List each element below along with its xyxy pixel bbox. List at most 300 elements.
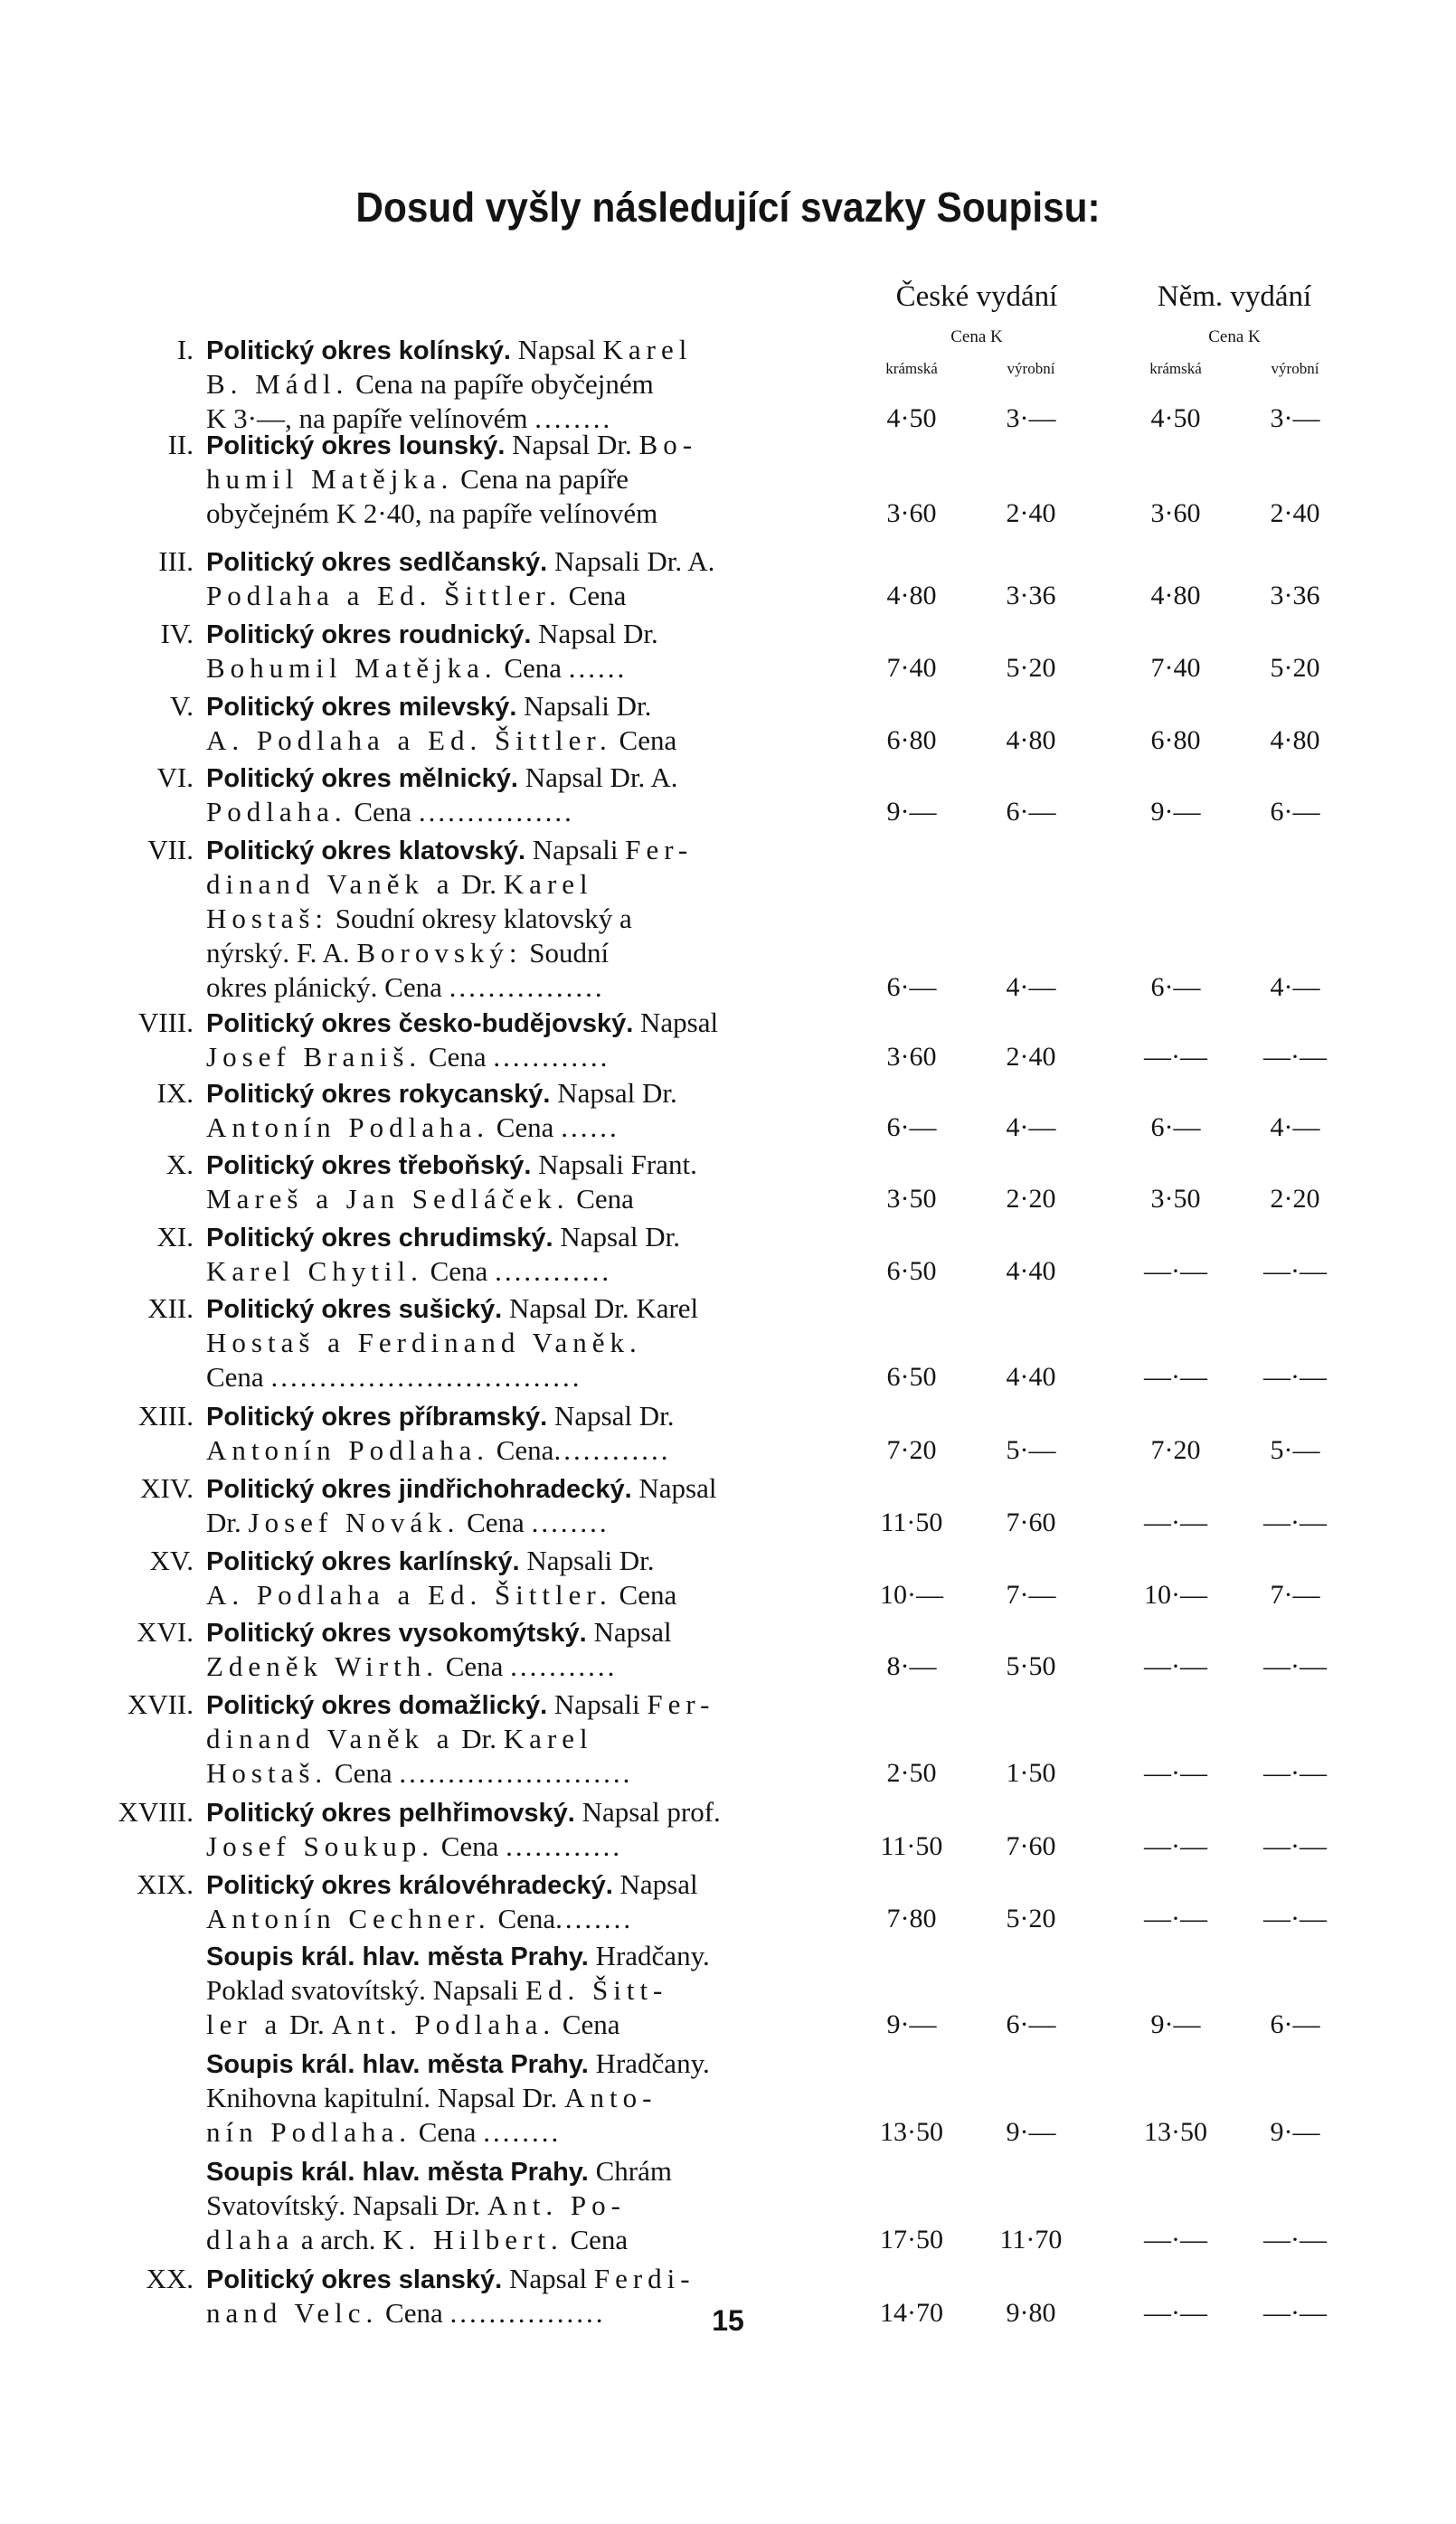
- description-line: [206, 1111, 839, 1145]
- entry-text: Cena na papíře obyčejném: [348, 368, 654, 400]
- volume-number: I.: [176, 334, 194, 365]
- price-czech-production: 4·40: [1006, 1362, 1056, 1392]
- description-line: [206, 1220, 839, 1254]
- price-german-production: 7·—: [1270, 1580, 1320, 1610]
- description-line: [206, 1902, 839, 1936]
- description-line: [206, 689, 839, 723]
- author-name: Podlaha.: [206, 796, 347, 827]
- author-name: Ant. Podlaha.: [331, 2009, 556, 2040]
- german-price-label: Cena K: [1208, 327, 1261, 346]
- page-title: Dosud vyšly následující svazky Soupisu:: [355, 184, 1101, 231]
- entry-text: Napsal: [631, 1472, 717, 1504]
- author-name: Mareš a Jan Sedláček.: [206, 1183, 570, 1215]
- description-line: [206, 544, 839, 579]
- price-german-shop: 3·50: [1150, 1184, 1201, 1214]
- czech-production-column-header: výrobní: [1007, 360, 1055, 377]
- description-line: [206, 1756, 839, 1791]
- volume-description: [206, 617, 839, 685]
- price-czech-shop: 7·80: [886, 1904, 937, 1933]
- description-line: [206, 1433, 839, 1468]
- description-line: [206, 1326, 839, 1360]
- price-german-production: —·—: [1263, 1904, 1327, 1933]
- author-name: Anto-: [564, 2082, 657, 2113]
- entry-text: Napsali Dr. A.: [547, 545, 715, 577]
- volume-description: [206, 1148, 839, 1216]
- price-czech-production: 9·80: [1006, 2298, 1056, 2328]
- volume-title: Politický okres vysokomýtský.: [206, 1619, 587, 1648]
- description-line: [206, 333, 839, 367]
- author-name: Fer-: [647, 1688, 715, 1720]
- volume-title: Politický okres česko-budějovský.: [206, 1009, 634, 1038]
- czech-edition-header: České vydání: [895, 280, 1058, 313]
- german-shop-column-header: krámská: [1149, 360, 1202, 377]
- price-czech-production: 7·60: [1006, 1508, 1056, 1537]
- author-name: Ant. Po-: [487, 2189, 626, 2221]
- description-line: [206, 1939, 839, 1973]
- description-line: [206, 1506, 839, 1540]
- volume-number: XIX.: [137, 1868, 194, 1900]
- entry-text: Cena na papíře: [453, 463, 629, 495]
- price-german-shop: —·—: [1144, 1651, 1207, 1681]
- volume-number: II.: [167, 429, 194, 460]
- price-czech-shop: 4·50: [886, 403, 937, 433]
- leader-dots: ........: [555, 1903, 634, 1934]
- price-german-shop: 7·40: [1150, 653, 1201, 683]
- volume-title: Politický okres domažlický.: [206, 1691, 548, 1720]
- price-german-shop: 9·—: [1150, 797, 1201, 827]
- author-name: dlaha: [206, 2224, 295, 2255]
- price-czech-shop: 8·—: [886, 1651, 937, 1681]
- entry-text: a arch.: [294, 2224, 383, 2255]
- leader-dots: ................: [449, 971, 605, 1003]
- author-name: dinand Vaněk a: [206, 1723, 455, 1754]
- entry-text: Hradčany.: [588, 2047, 710, 2079]
- entry-text: Napsali: [525, 834, 626, 865]
- volume-title: Politický okres třeboňský.: [206, 1151, 532, 1180]
- entry-text: Hradčany.: [588, 1940, 710, 1971]
- price-german-production: 2·40: [1270, 498, 1320, 528]
- price-german-shop: —·—: [1144, 1758, 1207, 1788]
- entry-text: Svatovítský. Napsali Dr.: [206, 2189, 487, 2221]
- price-german-shop: 9·—: [1150, 2009, 1201, 2039]
- description-line: [206, 2262, 839, 2296]
- description-line: [206, 1973, 839, 2008]
- leader-dots: ................: [418, 796, 574, 827]
- entry-text: Cena: [561, 580, 627, 611]
- entry-text: Dr.: [454, 868, 504, 900]
- price-german-production: 2·20: [1270, 1184, 1320, 1214]
- entry-text: Napsali Frant.: [531, 1149, 697, 1180]
- volume-number: V.: [169, 690, 194, 722]
- price-czech-shop: 10·—: [880, 1580, 943, 1610]
- price-german-shop: 6·80: [1150, 725, 1201, 755]
- entry-text: Napsal: [633, 1007, 719, 1038]
- author-name: Ed. Šitt-: [525, 1974, 668, 2006]
- entry-text: obyčejném K 2·40, na papíře velínovém: [206, 497, 658, 529]
- entry-text: Napsal Dr.: [547, 1400, 675, 1432]
- description-line: [206, 1006, 839, 1040]
- entry-text: Knihovna kapitulní. Napsal Dr.: [206, 2082, 565, 2113]
- volume-description: [206, 544, 839, 613]
- volume-title: Politický okres sušický.: [206, 1295, 503, 1324]
- author-name: Antonín Podlaha.: [206, 1111, 489, 1143]
- author-name: Josef Braniš.: [206, 1041, 422, 1073]
- entry-text: Cena: [489, 1434, 554, 1466]
- entry-text: Cena: [327, 1757, 400, 1789]
- entry-text: Cena: [206, 1361, 271, 1393]
- price-german-production: 5·20: [1270, 653, 1320, 683]
- price-german-shop: 13·50: [1144, 2117, 1207, 2147]
- description-line: [206, 1148, 839, 1182]
- description-line: [206, 723, 839, 758]
- entry-text: Cena: [346, 796, 419, 827]
- price-czech-shop: 3·60: [886, 1042, 937, 1072]
- price-czech-shop: 6·—: [886, 1112, 937, 1142]
- description-line: [206, 1076, 839, 1111]
- volume-title: Politický okres pelhřimovský.: [206, 1799, 575, 1828]
- description-line: [206, 1544, 839, 1578]
- description-line: [206, 1291, 839, 1326]
- entry-text: okres plánický. Cena: [206, 971, 449, 1003]
- volume-number: III.: [158, 545, 194, 577]
- price-czech-production: 6·—: [1006, 2009, 1056, 2039]
- price-czech-shop: 9·—: [886, 797, 937, 827]
- price-german-shop: 10·—: [1144, 1580, 1207, 1610]
- entry-text: Cena: [459, 1507, 532, 1538]
- description-line: [206, 1867, 839, 1902]
- entry-text: Napsal: [612, 1868, 698, 1900]
- volume-description: [206, 428, 839, 531]
- price-german-production: 9·—: [1270, 2117, 1320, 2147]
- price-czech-production: 11·70: [999, 2225, 1063, 2255]
- entry-text: Cena: [569, 1183, 634, 1215]
- description-line: [206, 651, 839, 685]
- price-german-production: —·—: [1263, 2225, 1327, 2255]
- entry-text: Cena: [422, 1255, 496, 1287]
- leader-dots: ...........: [510, 1650, 618, 1682]
- entry-text: Napsali: [547, 1688, 648, 1720]
- price-czech-shop: 6·—: [886, 972, 937, 1002]
- description-line: [206, 795, 839, 829]
- price-czech-shop: 14·70: [880, 2298, 943, 2328]
- volume-number: XII.: [147, 1292, 194, 1324]
- description-line: [206, 2223, 839, 2257]
- volume-description: [206, 1471, 839, 1540]
- author-name: Antonín Podlaha.: [206, 1434, 489, 1466]
- description-line: [206, 1182, 839, 1216]
- price-german-production: 3·—: [1270, 403, 1320, 433]
- price-german-shop: —·—: [1144, 1904, 1207, 1933]
- volume-title: Politický okres roudnický.: [206, 620, 532, 649]
- price-czech-shop: 3·50: [886, 1184, 937, 1214]
- price-czech-production: 2·20: [1006, 1184, 1056, 1214]
- volume-title: Politický okres chrudimský.: [206, 1224, 553, 1253]
- price-czech-shop: 6·80: [886, 725, 937, 755]
- price-german-shop: 7·20: [1150, 1435, 1201, 1465]
- price-czech-shop: 13·50: [880, 2117, 943, 2147]
- volume-title: Politický okres mělnický.: [206, 764, 518, 793]
- volume-number: X.: [165, 1149, 194, 1180]
- price-czech-production: 7·60: [1006, 1831, 1056, 1861]
- author-name: dinand Vaněk a: [206, 868, 455, 900]
- leader-dots: ........: [483, 2116, 562, 2148]
- volume-title: Soupis král. hlav. města Prahy.: [206, 1943, 589, 1971]
- price-german-production: 6·—: [1270, 2009, 1320, 2039]
- entry-text: Napsali Dr.: [519, 1545, 655, 1576]
- description-line: [206, 1722, 839, 1756]
- price-german-shop: —·—: [1144, 1508, 1207, 1537]
- volume-title: Politický okres kolínský.: [206, 336, 511, 365]
- author-name: Fer-: [625, 834, 694, 865]
- entry-text: Cena: [489, 1111, 562, 1143]
- volume-title: Politický okres sedlčanský.: [206, 548, 548, 577]
- entry-text: Soudní: [522, 937, 610, 969]
- leader-dots: ......: [561, 1111, 619, 1143]
- volume-description: [206, 1687, 839, 1791]
- description-line: [206, 970, 839, 1005]
- author-name: Hostaš.: [206, 1757, 328, 1789]
- entry-text: Cena: [433, 1830, 506, 1862]
- description-line: [206, 1040, 839, 1074]
- author-name: ler a: [206, 2009, 283, 2040]
- entry-text: Soudní okresy klatovský a: [328, 903, 632, 934]
- description-line: [206, 902, 839, 936]
- leader-dots: ............: [506, 1830, 623, 1862]
- entry-text: Chrám: [588, 2155, 672, 2187]
- description-line: [206, 367, 839, 402]
- price-german-production: —·—: [1263, 1758, 1327, 1788]
- leader-dots: ........: [531, 1507, 610, 1538]
- entry-text: Cena: [563, 2224, 629, 2255]
- price-czech-shop: 11·50: [880, 1831, 943, 1861]
- volume-title: Politický okres klatovský.: [206, 837, 526, 865]
- leader-dots: ............: [553, 1434, 671, 1466]
- volume-number: IX.: [156, 1077, 194, 1109]
- description-line: [206, 617, 839, 651]
- author-name: Josef Novák.: [248, 1507, 460, 1538]
- price-czech-shop: 3·60: [886, 498, 937, 528]
- volume-title: Politický okres rokycanský.: [206, 1080, 551, 1109]
- description-line: [206, 1578, 839, 1612]
- volume-description: [206, 833, 839, 1005]
- volume-title: Soupis král. hlav. města Prahy.: [206, 2158, 589, 2187]
- price-german-production: 4·—: [1270, 1112, 1320, 1142]
- entry-text: Napsal Dr.: [505, 429, 639, 460]
- price-czech-shop: 7·40: [886, 653, 937, 683]
- price-czech-production: 7·—: [1006, 1580, 1056, 1610]
- entry-text: Cena: [411, 2116, 484, 2148]
- entry-text: Napsal Dr.: [531, 618, 658, 649]
- description-line: [206, 579, 839, 613]
- volume-title: Politický okres slanský.: [206, 2265, 503, 2294]
- price-german-shop: 6·—: [1150, 1112, 1201, 1142]
- description-line: [206, 2115, 839, 2150]
- price-german-shop: 6·—: [1150, 972, 1201, 1002]
- entry-text: Dr.: [206, 1507, 249, 1538]
- entry-text: Cena: [555, 2009, 620, 2040]
- entry-text: Napsal: [510, 334, 603, 365]
- entry-text: nýrský. F. A.: [206, 937, 357, 969]
- volume-description: [206, 1006, 839, 1074]
- price-german-production: —·—: [1263, 1651, 1327, 1681]
- price-czech-production: 5·—: [1006, 1435, 1056, 1465]
- entry-text: Napsal: [502, 2263, 594, 2294]
- volume-title: Soupis král. hlav. města Prahy.: [206, 2050, 589, 2079]
- price-german-production: —·—: [1263, 1256, 1327, 1286]
- price-czech-shop: 11·50: [880, 1508, 943, 1537]
- price-german-production: —·—: [1263, 1042, 1327, 1072]
- leader-dots: ............: [495, 1255, 612, 1287]
- price-czech-production: 4·80: [1006, 725, 1056, 755]
- price-german-shop: —·—: [1144, 2225, 1207, 2255]
- price-german-production: 6·—: [1270, 797, 1320, 827]
- volume-number: XX.: [146, 2263, 194, 2294]
- volume-number: XIV.: [140, 1472, 194, 1504]
- price-czech-shop: 6·50: [886, 1362, 937, 1392]
- volume-number: VIII.: [137, 1007, 194, 1038]
- description-line: [206, 1829, 839, 1864]
- volume-title: Politický okres lounský.: [206, 431, 506, 460]
- description-line: [206, 2081, 839, 2115]
- entry-text: Napsal Dr.: [550, 1077, 677, 1109]
- description-line: [206, 833, 839, 867]
- price-czech-production: 5·50: [1006, 1651, 1056, 1681]
- price-german-shop: —·—: [1144, 1042, 1207, 1072]
- author-name: Bo-: [638, 429, 698, 460]
- author-name: humil Matějka.: [206, 463, 454, 495]
- volume-description: [206, 1615, 839, 1684]
- price-german-production: 3·36: [1270, 581, 1320, 610]
- volume-description: [206, 761, 839, 829]
- volume-description: [206, 1867, 839, 1936]
- price-czech-production: 5·20: [1006, 653, 1056, 683]
- leader-dots: ......: [568, 652, 628, 684]
- author-name: Antonín Cechner.: [206, 1903, 491, 1934]
- price-czech-production: 6·—: [1006, 797, 1056, 827]
- czech-shop-column-header: krámská: [885, 360, 938, 377]
- price-german-shop: —·—: [1144, 1362, 1207, 1392]
- volume-number: XV.: [149, 1545, 194, 1576]
- author-name: A. Podlaha a Ed. Šittler.: [206, 724, 612, 756]
- author-name: Josef Soukup.: [206, 1830, 434, 1862]
- price-german-production: —·—: [1263, 1508, 1327, 1537]
- volume-title: Politický okres královéhradecký.: [206, 1871, 613, 1900]
- description-line: [206, 1471, 839, 1506]
- volume-description: [206, 1544, 839, 1612]
- leader-dots: ............: [493, 1041, 610, 1073]
- price-czech-production: 2·40: [1006, 1042, 1056, 1072]
- volume-description: [206, 1076, 839, 1145]
- entry-text: Napsal Dr.: [553, 1221, 680, 1253]
- price-czech-shop: 17·50: [880, 2225, 943, 2255]
- volume-number: XVII.: [127, 1688, 194, 1720]
- author-name: Ferdi-: [593, 2263, 695, 2294]
- entry-text: Cena: [490, 1903, 556, 1934]
- page-number: 15: [712, 2304, 744, 2337]
- price-czech-shop: 2·50: [886, 1758, 937, 1788]
- description-line: [206, 761, 839, 795]
- entry-text: Dr.: [282, 2009, 332, 2040]
- price-czech-production: 4·—: [1006, 1112, 1056, 1142]
- price-german-shop: —·—: [1144, 1831, 1207, 1861]
- leader-dots: ........: [534, 402, 613, 434]
- german-production-column-header: výrobní: [1271, 360, 1319, 377]
- author-name: nand Velc.: [206, 2297, 379, 2329]
- entry-text: Cena: [611, 724, 677, 756]
- volume-number: XI.: [156, 1221, 194, 1253]
- entry-text: Napsali Dr.: [516, 690, 652, 722]
- entry-text: Napsal Dr. Karel: [502, 1292, 699, 1324]
- volume-number: XVI.: [137, 1616, 194, 1648]
- price-german-production: 4·80: [1270, 725, 1320, 755]
- price-german-production: —·—: [1263, 1362, 1327, 1392]
- author-name: Podlaha a Ed. Šittler.: [206, 580, 562, 611]
- author-name: Karel: [503, 868, 593, 900]
- author-name: Hostaš a Ferdinand Vaněk.: [206, 1327, 642, 1358]
- volume-description: [206, 1399, 839, 1468]
- author-name: Bohumil Matějka.: [206, 652, 497, 684]
- volume-description: [206, 1291, 839, 1394]
- author-name: Karel Chytil.: [206, 1255, 423, 1287]
- volume-title: Politický okres karlínský.: [206, 1547, 520, 1576]
- entry-text: Cena: [496, 652, 569, 684]
- price-german-production: 5·—: [1270, 1435, 1320, 1465]
- description-line: [206, 428, 839, 462]
- description-line: [206, 2154, 839, 2188]
- price-czech-production: 2·40: [1006, 498, 1056, 528]
- price-czech-shop: 7·20: [886, 1435, 937, 1465]
- price-czech-shop: 6·50: [886, 1256, 937, 1286]
- entry-text: Napsal prof.: [574, 1796, 721, 1828]
- description-line: [206, 2188, 839, 2223]
- volume-number: VII.: [147, 834, 194, 865]
- price-czech-production: 4·—: [1006, 972, 1056, 1002]
- leader-dots: ................: [449, 2297, 606, 2329]
- entry-text: K 3·—, na papíře velínovém: [206, 402, 535, 434]
- price-czech-production: 3·—: [1006, 403, 1056, 433]
- price-german-shop: —·—: [1144, 1256, 1207, 1286]
- price-czech-production: 9·—: [1006, 2117, 1056, 2147]
- price-german-production: 4·—: [1270, 972, 1320, 1002]
- description-line: [206, 867, 839, 902]
- entry-text: Cena: [378, 2297, 450, 2329]
- price-german-shop: 4·50: [1150, 403, 1201, 433]
- volume-title: Politický okres milevský.: [206, 693, 517, 722]
- volume-description: [206, 333, 839, 436]
- description-line: [206, 1615, 839, 1650]
- volume-number: XIII.: [137, 1400, 194, 1432]
- volume-description: [206, 1939, 839, 2042]
- volume-description: [206, 1795, 839, 1864]
- author-name: nín Podlaha.: [206, 2116, 411, 2148]
- author-name: Karel: [503, 1723, 593, 1754]
- price-czech-production: 1·50: [1006, 1758, 1056, 1788]
- price-german-production: —·—: [1263, 2298, 1327, 2328]
- price-german-production: —·—: [1263, 1831, 1327, 1861]
- volume-number: VI.: [156, 761, 194, 793]
- volume-number: XVIII.: [118, 1796, 194, 1828]
- volume-description: [206, 2047, 839, 2150]
- price-german-shop: 3·60: [1150, 498, 1201, 528]
- volume-title: Politický okres příbramský.: [206, 1403, 548, 1432]
- volume-description: [206, 689, 839, 758]
- leader-dots: ........................: [399, 1757, 633, 1789]
- price-german-shop: 4·80: [1150, 581, 1201, 610]
- description-line: [206, 1399, 839, 1433]
- price-czech-shop: 9·—: [886, 2009, 937, 2039]
- description-line: [206, 1650, 839, 1684]
- price-czech-production: 4·40: [1006, 1256, 1056, 1286]
